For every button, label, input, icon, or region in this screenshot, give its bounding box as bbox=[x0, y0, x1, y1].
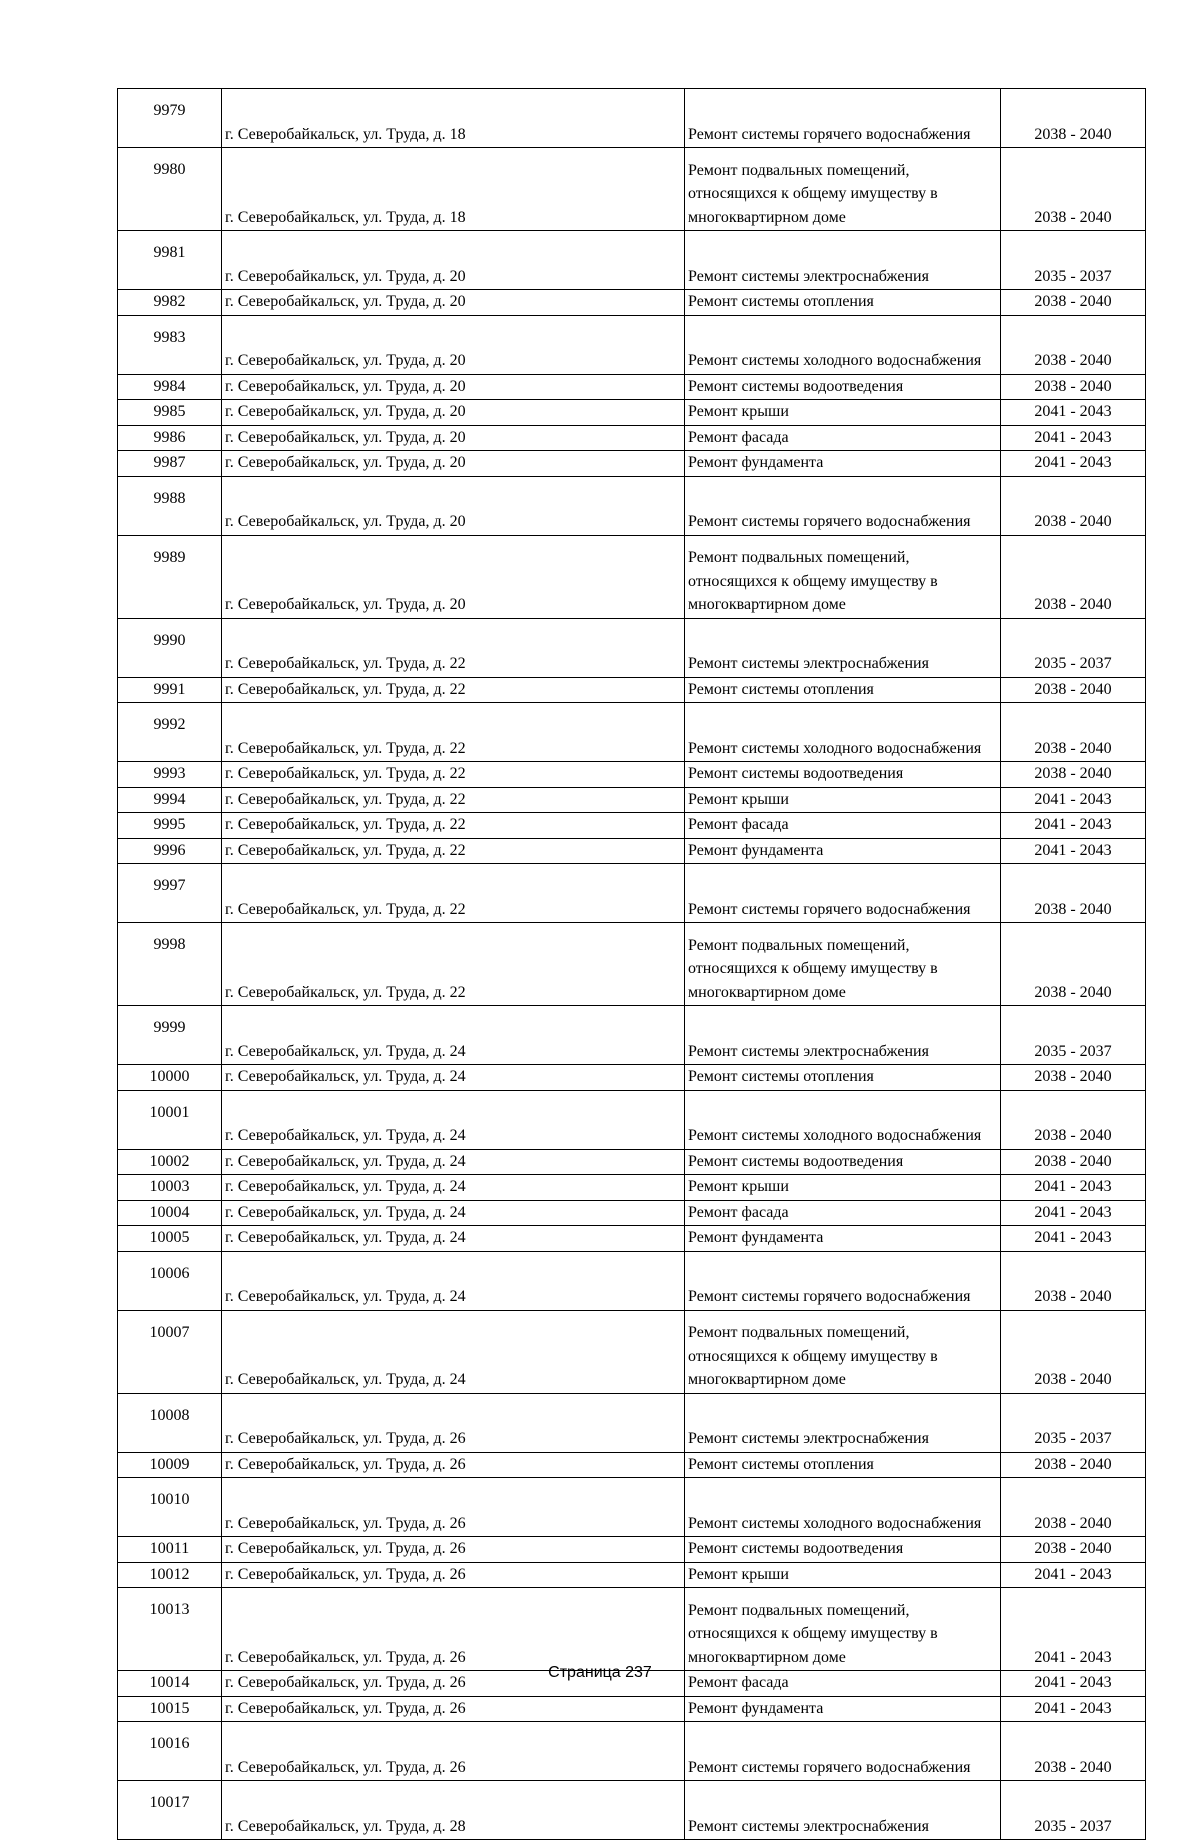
row-number: 9990 bbox=[118, 618, 222, 677]
table-row bbox=[118, 864, 1146, 923]
period-cell: 2038 - 2040 bbox=[1001, 762, 1146, 788]
table-row bbox=[118, 1393, 1146, 1452]
row-number: 10004 bbox=[118, 1200, 222, 1226]
row-number: 10005 bbox=[118, 1226, 222, 1252]
page-number: Страница 237 bbox=[548, 1664, 652, 1681]
address-cell: г. Северобайкальск, ул. Труда, д. 26 bbox=[222, 1562, 685, 1588]
row-number: 9987 bbox=[118, 451, 222, 477]
work-type-cell: Ремонт системы электроснабжения bbox=[685, 1006, 1001, 1065]
period-cell: 2041 - 2043 bbox=[1001, 400, 1146, 426]
table-row bbox=[118, 1562, 1146, 1588]
table-row bbox=[118, 1200, 1146, 1226]
row-number: 9999 bbox=[118, 1006, 222, 1065]
work-type-cell: Ремонт системы водоотведения bbox=[685, 374, 1001, 400]
row-number: 10001 bbox=[118, 1090, 222, 1149]
address-cell: г. Северобайкальск, ул. Труда, д. 26 bbox=[222, 1671, 685, 1697]
work-type-cell: Ремонт системы холодного водоснабжения bbox=[685, 703, 1001, 762]
period-cell: 2041 - 2043 bbox=[1001, 451, 1146, 477]
table-row bbox=[118, 703, 1146, 762]
period-cell: 2038 - 2040 bbox=[1001, 1452, 1146, 1478]
address-cell: г. Северобайкальск, ул. Труда, д. 20 bbox=[222, 315, 685, 374]
period-cell: 2038 - 2040 bbox=[1001, 703, 1146, 762]
row-number: 9993 bbox=[118, 762, 222, 788]
period-cell: 2035 - 2037 bbox=[1001, 1781, 1146, 1840]
table-row bbox=[118, 677, 1146, 703]
address-cell: г. Северобайкальск, ул. Труда, д. 22 bbox=[222, 703, 685, 762]
period-cell: 2035 - 2037 bbox=[1001, 1393, 1146, 1452]
address-cell: г. Северобайкальск, ул. Труда, д. 24 bbox=[222, 1200, 685, 1226]
address-cell: г. Северобайкальск, ул. Труда, д. 20 bbox=[222, 231, 685, 290]
table-row bbox=[118, 1478, 1146, 1537]
period-cell: 2041 - 2043 bbox=[1001, 1588, 1146, 1671]
period-cell: 2038 - 2040 bbox=[1001, 148, 1146, 231]
period-cell: 2035 - 2037 bbox=[1001, 231, 1146, 290]
address-cell: г. Северобайкальск, ул. Труда, д. 24 bbox=[222, 1090, 685, 1149]
row-number: 10008 bbox=[118, 1393, 222, 1452]
period-cell: 2038 - 2040 bbox=[1001, 864, 1146, 923]
row-number: 10006 bbox=[118, 1251, 222, 1310]
row-number: 9991 bbox=[118, 677, 222, 703]
work-type-cell: Ремонт системы отопления bbox=[685, 1452, 1001, 1478]
period-cell: 2038 - 2040 bbox=[1001, 1065, 1146, 1091]
table-row bbox=[118, 1452, 1146, 1478]
table-row bbox=[118, 148, 1146, 231]
period-cell: 2038 - 2040 bbox=[1001, 1478, 1146, 1537]
address-cell: г. Северобайкальск, ул. Труда, д. 24 bbox=[222, 1006, 685, 1065]
address-cell: г. Северобайкальск, ул. Труда, д. 20 bbox=[222, 476, 685, 535]
table-row bbox=[118, 762, 1146, 788]
table-row bbox=[118, 231, 1146, 290]
row-number: 9979 bbox=[118, 89, 222, 148]
work-type-cell: Ремонт системы электроснабжения bbox=[685, 1781, 1001, 1840]
address-cell: г. Северобайкальск, ул. Труда, д. 20 bbox=[222, 451, 685, 477]
address-cell: г. Северобайкальск, ул. Труда, д. 24 bbox=[222, 1226, 685, 1252]
address-cell: г. Северобайкальск, ул. Труда, д. 24 bbox=[222, 1310, 685, 1393]
work-type-cell: Ремонт крыши bbox=[685, 1175, 1001, 1201]
period-cell: 2038 - 2040 bbox=[1001, 89, 1146, 148]
table-row bbox=[118, 1006, 1146, 1065]
row-number: 9997 bbox=[118, 864, 222, 923]
period-cell: 2041 - 2043 bbox=[1001, 813, 1146, 839]
period-cell: 2035 - 2037 bbox=[1001, 1006, 1146, 1065]
row-number: 9983 bbox=[118, 315, 222, 374]
address-cell: г. Северобайкальск, ул. Труда, д. 28 bbox=[222, 1781, 685, 1840]
period-cell: 2041 - 2043 bbox=[1001, 1226, 1146, 1252]
work-type-cell: Ремонт крыши bbox=[685, 1562, 1001, 1588]
work-type-cell: Ремонт подвальных помещений, относящихся к общему имуществу в многоквартирном доме bbox=[685, 148, 1001, 231]
work-type-cell: Ремонт крыши bbox=[685, 787, 1001, 813]
period-cell: 2041 - 2043 bbox=[1001, 1696, 1146, 1722]
table-row bbox=[118, 400, 1146, 426]
table-row bbox=[118, 1149, 1146, 1175]
period-cell: 2041 - 2043 bbox=[1001, 1175, 1146, 1201]
work-type-cell: Ремонт системы отопления bbox=[685, 290, 1001, 316]
repair-schedule-table bbox=[117, 88, 1146, 1840]
address-cell: г. Северобайкальск, ул. Труда, д. 22 bbox=[222, 762, 685, 788]
row-number: 10012 bbox=[118, 1562, 222, 1588]
work-type-cell: Ремонт подвальных помещений, относящихся к общему имуществу в многоквартирном доме bbox=[685, 1310, 1001, 1393]
row-number: 10016 bbox=[118, 1722, 222, 1781]
row-number: 9985 bbox=[118, 400, 222, 426]
period-cell: 2038 - 2040 bbox=[1001, 1537, 1146, 1563]
row-number: 10017 bbox=[118, 1781, 222, 1840]
address-cell: г. Северобайкальск, ул. Труда, д. 22 bbox=[222, 618, 685, 677]
work-type-cell: Ремонт системы водоотведения bbox=[685, 1149, 1001, 1175]
work-type-cell: Ремонт подвальных помещений, относящихся к общему имуществу в многоквартирном доме bbox=[685, 1588, 1001, 1671]
row-number: 9992 bbox=[118, 703, 222, 762]
table-body bbox=[118, 89, 1146, 1840]
address-cell: г. Северобайкальск, ул. Труда, д. 22 bbox=[222, 787, 685, 813]
address-cell: г. Северобайкальск, ул. Труда, д. 22 bbox=[222, 864, 685, 923]
row-number: 10009 bbox=[118, 1452, 222, 1478]
table-row bbox=[118, 1226, 1146, 1252]
work-type-cell: Ремонт системы горячего водоснабжения bbox=[685, 89, 1001, 148]
table-row bbox=[118, 618, 1146, 677]
address-cell: г. Северобайкальск, ул. Труда, д. 22 bbox=[222, 923, 685, 1006]
work-type-cell: Ремонт фундамента bbox=[685, 838, 1001, 864]
table-row bbox=[118, 374, 1146, 400]
row-number: 10015 bbox=[118, 1696, 222, 1722]
address-cell: г. Северобайкальск, ул. Труда, д. 18 bbox=[222, 89, 685, 148]
row-number: 9981 bbox=[118, 231, 222, 290]
row-number: 9982 bbox=[118, 290, 222, 316]
table-row bbox=[118, 89, 1146, 148]
work-type-cell: Ремонт системы холодного водоснабжения bbox=[685, 1478, 1001, 1537]
work-type-cell: Ремонт подвальных помещений, относящихся к общему имуществу в многоквартирном доме bbox=[685, 923, 1001, 1006]
table-row bbox=[118, 476, 1146, 535]
row-number: 10000 bbox=[118, 1065, 222, 1091]
period-cell: 2038 - 2040 bbox=[1001, 535, 1146, 618]
row-number: 10007 bbox=[118, 1310, 222, 1393]
table-row bbox=[118, 787, 1146, 813]
address-cell: г. Северобайкальск, ул. Труда, д. 26 bbox=[222, 1588, 685, 1671]
row-number: 10013 bbox=[118, 1588, 222, 1671]
work-type-cell: Ремонт системы холодного водоснабжения bbox=[685, 1090, 1001, 1149]
period-cell: 2038 - 2040 bbox=[1001, 1310, 1146, 1393]
row-number: 9996 bbox=[118, 838, 222, 864]
row-number: 9988 bbox=[118, 476, 222, 535]
work-type-cell: Ремонт фундамента bbox=[685, 451, 1001, 477]
table-row bbox=[118, 1722, 1146, 1781]
period-cell: 2038 - 2040 bbox=[1001, 1149, 1146, 1175]
work-type-cell: Ремонт системы холодного водоснабжения bbox=[685, 315, 1001, 374]
address-cell: г. Северобайкальск, ул. Труда, д. 26 bbox=[222, 1452, 685, 1478]
address-cell: г. Северобайкальск, ул. Труда, д. 26 bbox=[222, 1696, 685, 1722]
table-row bbox=[118, 425, 1146, 451]
address-cell: г. Северобайкальск, ул. Труда, д. 22 bbox=[222, 838, 685, 864]
address-cell: г. Северобайкальск, ул. Труда, д. 26 bbox=[222, 1478, 685, 1537]
address-cell: г. Северобайкальск, ул. Труда, д. 26 bbox=[222, 1537, 685, 1563]
work-type-cell: Ремонт системы электроснабжения bbox=[685, 1393, 1001, 1452]
row-number: 10002 bbox=[118, 1149, 222, 1175]
work-type-cell: Ремонт системы отопления bbox=[685, 677, 1001, 703]
row-number: 9998 bbox=[118, 923, 222, 1006]
table-row bbox=[118, 1175, 1146, 1201]
period-cell: 2041 - 2043 bbox=[1001, 425, 1146, 451]
row-number: 9995 bbox=[118, 813, 222, 839]
address-cell: г. Северобайкальск, ул. Труда, д. 20 bbox=[222, 535, 685, 618]
period-cell: 2038 - 2040 bbox=[1001, 476, 1146, 535]
address-cell: г. Северобайкальск, ул. Труда, д. 24 bbox=[222, 1149, 685, 1175]
table-row bbox=[118, 451, 1146, 477]
period-cell: 2038 - 2040 bbox=[1001, 315, 1146, 374]
address-cell: г. Северобайкальск, ул. Труда, д. 24 bbox=[222, 1175, 685, 1201]
address-cell: г. Северобайкальск, ул. Труда, д. 20 bbox=[222, 425, 685, 451]
period-cell: 2038 - 2040 bbox=[1001, 1722, 1146, 1781]
table-row bbox=[118, 1781, 1146, 1840]
table-row bbox=[118, 838, 1146, 864]
work-type-cell: Ремонт подвальных помещений, относящихся к общему имуществу в многоквартирном доме bbox=[685, 535, 1001, 618]
address-cell: г. Северобайкальск, ул. Труда, д. 22 bbox=[222, 813, 685, 839]
work-type-cell: Ремонт фасада bbox=[685, 1671, 1001, 1697]
period-cell: 2035 - 2037 bbox=[1001, 618, 1146, 677]
work-type-cell: Ремонт фасада bbox=[685, 1200, 1001, 1226]
period-cell: 2038 - 2040 bbox=[1001, 1090, 1146, 1149]
period-cell: 2038 - 2040 bbox=[1001, 290, 1146, 316]
table-row bbox=[118, 1588, 1146, 1671]
period-cell: 2041 - 2043 bbox=[1001, 1200, 1146, 1226]
address-cell: г. Северобайкальск, ул. Труда, д. 20 bbox=[222, 400, 685, 426]
work-type-cell: Ремонт фасада bbox=[685, 425, 1001, 451]
work-type-cell: Ремонт фундамента bbox=[685, 1226, 1001, 1252]
row-number: 9984 bbox=[118, 374, 222, 400]
address-cell: г. Северобайкальск, ул. Труда, д. 22 bbox=[222, 677, 685, 703]
table-row bbox=[118, 1696, 1146, 1722]
row-number: 9994 bbox=[118, 787, 222, 813]
work-type-cell: Ремонт фасада bbox=[685, 813, 1001, 839]
period-cell: 2041 - 2043 bbox=[1001, 838, 1146, 864]
table-row bbox=[118, 315, 1146, 374]
address-cell: г. Северобайкальск, ул. Труда, д. 18 bbox=[222, 148, 685, 231]
row-number: 10010 bbox=[118, 1478, 222, 1537]
address-cell: г. Северобайкальск, ул. Труда, д. 24 bbox=[222, 1251, 685, 1310]
work-type-cell: Ремонт системы электроснабжения bbox=[685, 618, 1001, 677]
work-type-cell: Ремонт системы горячего водоснабжения bbox=[685, 864, 1001, 923]
address-cell: г. Северобайкальск, ул. Труда, д. 20 bbox=[222, 374, 685, 400]
work-type-cell: Ремонт системы водоотведения bbox=[685, 1537, 1001, 1563]
period-cell: 2038 - 2040 bbox=[1001, 923, 1146, 1006]
row-number: 9980 bbox=[118, 148, 222, 231]
period-cell: 2041 - 2043 bbox=[1001, 787, 1146, 813]
address-cell: г. Северобайкальск, ул. Труда, д. 20 bbox=[222, 290, 685, 316]
table-row bbox=[118, 1310, 1146, 1393]
period-cell: 2041 - 2043 bbox=[1001, 1671, 1146, 1697]
table-row bbox=[118, 290, 1146, 316]
row-number: 10014 bbox=[118, 1671, 222, 1697]
work-type-cell: Ремонт крыши bbox=[685, 400, 1001, 426]
address-cell: г. Северобайкальск, ул. Труда, д. 26 bbox=[222, 1722, 685, 1781]
table-row bbox=[118, 1090, 1146, 1149]
table-row bbox=[118, 535, 1146, 618]
work-type-cell: Ремонт фундамента bbox=[685, 1696, 1001, 1722]
work-type-cell: Ремонт системы отопления bbox=[685, 1065, 1001, 1091]
work-type-cell: Ремонт системы горячего водоснабжения bbox=[685, 476, 1001, 535]
table-row bbox=[118, 1065, 1146, 1091]
table-row bbox=[118, 1251, 1146, 1310]
period-cell: 2038 - 2040 bbox=[1001, 374, 1146, 400]
row-number: 9986 bbox=[118, 425, 222, 451]
work-type-cell: Ремонт системы горячего водоснабжения bbox=[685, 1722, 1001, 1781]
period-cell: 2038 - 2040 bbox=[1001, 1251, 1146, 1310]
address-cell: г. Северобайкальск, ул. Труда, д. 24 bbox=[222, 1065, 685, 1091]
table-row bbox=[118, 1537, 1146, 1563]
table-row bbox=[118, 923, 1146, 1006]
work-type-cell: Ремонт системы водоотведения bbox=[685, 762, 1001, 788]
period-cell: 2041 - 2043 bbox=[1001, 1562, 1146, 1588]
table-row bbox=[118, 813, 1146, 839]
row-number: 9989 bbox=[118, 535, 222, 618]
address-cell: г. Северобайкальск, ул. Труда, д. 26 bbox=[222, 1393, 685, 1452]
row-number: 10011 bbox=[118, 1537, 222, 1563]
work-type-cell: Ремонт системы горячего водоснабжения bbox=[685, 1251, 1001, 1310]
work-type-cell: Ремонт системы электроснабжения bbox=[685, 231, 1001, 290]
row-number: 10003 bbox=[118, 1175, 222, 1201]
period-cell: 2038 - 2040 bbox=[1001, 677, 1146, 703]
